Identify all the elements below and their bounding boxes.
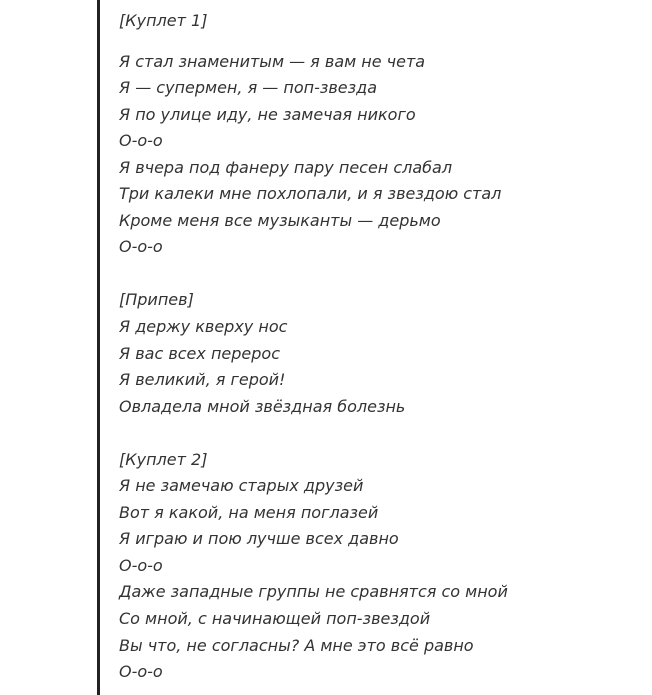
lyric-line: Три калеки мне похлопали, и я звездою стал	[119, 184, 502, 204]
lyric-line: Со мной, с начинающей поп-звездой	[119, 609, 431, 629]
lyric-line: О-о-о	[119, 662, 163, 682]
lyric-line: Я играю и пою лучше всех давно	[119, 529, 399, 549]
lyric-line: Я держу кверху нос	[119, 317, 288, 337]
lyric-line: Я стал знаменитым — я вам не чета	[119, 51, 426, 71]
section-label-verse-2: [Куплет 2]	[119, 449, 208, 469]
lyric-line: Я не замечаю старых друзей	[119, 476, 364, 496]
stanza-gap	[119, 420, 639, 447]
lyric-line: Я — супермен, я — поп-звезда	[119, 78, 377, 98]
lyric-line: Вот я какой, на меня поглазей	[119, 502, 379, 522]
lyric-line: О-о-о	[119, 131, 163, 151]
section-label-chorus: [Припев]	[119, 290, 194, 310]
lyric-line: Вы что, не согласны? А мне это всё равно	[119, 635, 474, 655]
lyric-line: О-о-о	[119, 555, 163, 575]
blockquote-border	[97, 0, 100, 695]
lyric-line: О-о-о	[119, 237, 163, 257]
lyric-line: Кроме меня все музыканты — дерьмо	[119, 210, 441, 230]
lyric-line: Я вас всех перерос	[119, 343, 280, 363]
lyric-line: Я великий, я герой!	[119, 370, 286, 390]
lyrics-block	[119, 8, 639, 686]
section-label-verse-1: [Куплет 1]	[119, 11, 208, 30]
lyric-line: Даже западные группы не сравнятся со мной	[119, 582, 508, 602]
stanza-gap	[119, 261, 639, 288]
lyric-line: Я по улице иду, не замечая никого	[119, 104, 416, 124]
lyric-line: Я вчера под фанеру пару песен слабал	[119, 157, 453, 177]
lyric-line: Овладела мной звёздная болезнь	[119, 396, 406, 416]
